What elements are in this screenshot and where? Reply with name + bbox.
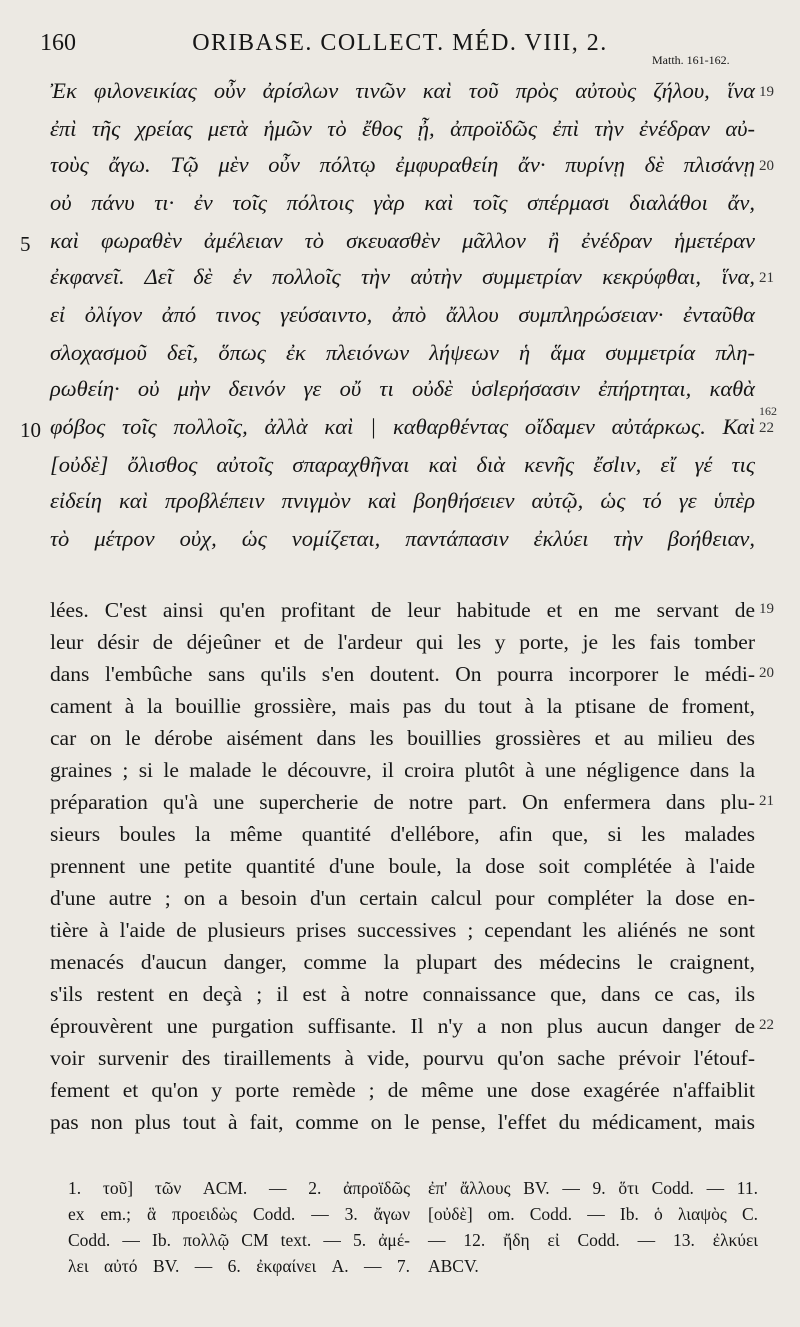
margin-number: 20 — [759, 665, 774, 681]
greek-line: εἰ ὀλίγον ἀπό τινος γεύσαιντο, ἀπὸ ἄλλου συμπληρώσειαν· ἐνταῦθα — [50, 302, 755, 327]
margin-number: 22 — [759, 420, 774, 436]
french-line: cament à la bouillie grossière, mais pas du tout à la ptisane de froment, — [50, 694, 755, 718]
french-line: sieurs boules la même quantité d'ellébore, afin que, si les malades — [50, 822, 755, 846]
french-line: tière à l'aide de plusieurs prises successives ; cependant les aliénés ne sont — [50, 918, 755, 942]
footnote-line: ἐπ' ἄλλους BV. — 9. ὅτι Codd. — 11. — [428, 1178, 758, 1198]
greek-line: Ἐκ φιλονεικίας οὖν ἀρίσλων τινῶν καὶ τοῦ πρὸς αὐτοὺς ζήλου, ἵνα — [50, 78, 755, 103]
margin-number: 20 — [759, 158, 774, 174]
footnote-line: — 12. ἤδη εἰ Codd. — 13. ἐλκύει — [428, 1230, 758, 1250]
french-line: car on le dérobe aisément dans les bouillies grossières et au milieu des — [50, 726, 755, 750]
greek-line: ρωθείη· οὐ μὴν δεινόν γε οὔ τι οὐδὲ ὑσlερήσασιν ἐπήρτηται, καθὰ — [50, 376, 755, 401]
margin-number: 21 — [759, 793, 774, 809]
footnote-line: ABCV. — [428, 1256, 479, 1276]
french-line: graines ; si le malade le découvre, il croira plutôt à une négligence dans la — [50, 758, 755, 782]
footnote-line: [οὐδὲ] om. Codd. — Ib. ὁ λιαψὸς C. — [428, 1204, 758, 1224]
running-title: ORIBASE. COLLECT. MÉD. VIII, 2. — [192, 30, 608, 56]
french-line: voir survenir des tiraillements à vide, pourvu qu'on sache prévoir l'étouf- — [50, 1046, 755, 1070]
greek-line: ἐπὶ τῆς χρείας μετὰ ἡμῶν τὸ ἔθος ᾖ, ἀπροϊδῶς ἐπὶ τὴν ἐνέδραν αὐ- — [50, 116, 755, 141]
footnote-line: ex em.; ἃ προειδὼς Codd. — 3. ἄγων — [68, 1204, 410, 1224]
french-line: lées. C'est ainsi qu'en profitant de leur habitude et en me servant de — [50, 598, 755, 622]
french-line: d'une autre ; on a besoin d'un certain calcul pour compléter la dose en- — [50, 886, 755, 910]
french-line: fement et qu'on y porte remède ; de même une dose exagérée n'affaiblit — [50, 1078, 755, 1102]
french-line: s'ils restent en deçà ; il est à notre connaissance que, dans ce cas, ils — [50, 982, 755, 1006]
greek-line: φόβος τοῖς πολλοῖς, ἀλλὰ καὶ | καθαρθέντας οἴδαμεν αὐτάρκως. Καὶ — [50, 414, 755, 439]
margin-page-number: 162 — [759, 404, 777, 418]
margin-number: 19 — [759, 84, 774, 100]
footnote-line: Codd. — Ib. πολλῷ CM text. — 5. ἀμέ- — [68, 1230, 410, 1250]
greek-line: εἰδείη καὶ προβλέπειν πνιγμὸν καὶ βοηθήσειεν αὐτῷ, ὡς τό γε ὑπὲρ — [50, 488, 755, 513]
french-line: pas non plus tout à fait, comme on le pense, l'effet du médicament, mais — [50, 1110, 755, 1134]
french-line: leur désir de déjeûner et de l'ardeur qui les y porte, je les fais tomber — [50, 630, 755, 654]
greek-line: καὶ φωραθὲν ἀμέλειαν τὸ σκευασθὲν μᾶλλον ἢ ἐνέδραν ἡμετέραν — [50, 228, 755, 253]
greek-line: τὸ μέτρον οὐχ, ὡς νομίζεται, παντάπασιν ἐκλύει τὴν βοήθειαν, — [50, 526, 755, 551]
footnote-line: λει αὐτό BV. — 6. ἐκφαίνει A. — 7. — [68, 1256, 410, 1276]
french-line: prennent une petite quantité d'une boule, la dose soit complétée à l'aide — [50, 854, 755, 878]
greek-line: οὐ πάνυ τι· ἐν τοῖς πόλτοις γὰρ καὶ τοῖς σπέρμασι διαλάθοι ἄν, — [50, 190, 755, 215]
french-line: menacés d'aucun danger, comme la plupart des médecins le craignent, — [50, 950, 755, 974]
greek-line: [οὐδὲ] ὄλισθος αὐτοῖς σπαραχθῆναι καὶ διὰ κενῆς ἔσlιν, εἴ γέ τις — [50, 452, 755, 477]
page-number: 160 — [40, 30, 76, 56]
french-line: dans l'embûche sans qu'ils s'en doutent. On pourra incorporer le médi- — [50, 662, 755, 686]
footnote-line: 1. τοῦ] τῶν ACM. — 2. ἀπροϊδῶς — [68, 1178, 410, 1198]
greek-line: τοὺς ἄγω. Τῷ μὲν οὖν πόλτῳ ἐμφυραθείη ἄν· πυρίνῃ δὲ πλισάνῃ — [50, 152, 755, 177]
edition-reference: Matth. 161-162. — [652, 53, 730, 67]
french-line: préparation qu'à une supercherie de notre part. On enfermera dans plu- — [50, 790, 755, 814]
line-number: 10 — [20, 418, 41, 442]
greek-line: σλοχασμοῦ δεῖ, ὅπως ἐκ πλειόνων λήψεων ἡ ἅμα συμμετρία πλη- — [50, 340, 755, 365]
margin-number: 22 — [759, 1017, 774, 1033]
line-number: 5 — [20, 232, 31, 256]
margin-number: 19 — [759, 601, 774, 617]
greek-line: ἐκφανεῖ. Δεῖ δὲ ἐν πολλοῖς τὴν αὐτὴν συμμετρίαν κεκρύφθαι, ἵνα, — [50, 264, 755, 289]
french-line: éprouvèrent une purgation suffisante. Il n'y a non plus aucun danger de — [50, 1014, 755, 1038]
margin-number: 21 — [759, 270, 774, 286]
